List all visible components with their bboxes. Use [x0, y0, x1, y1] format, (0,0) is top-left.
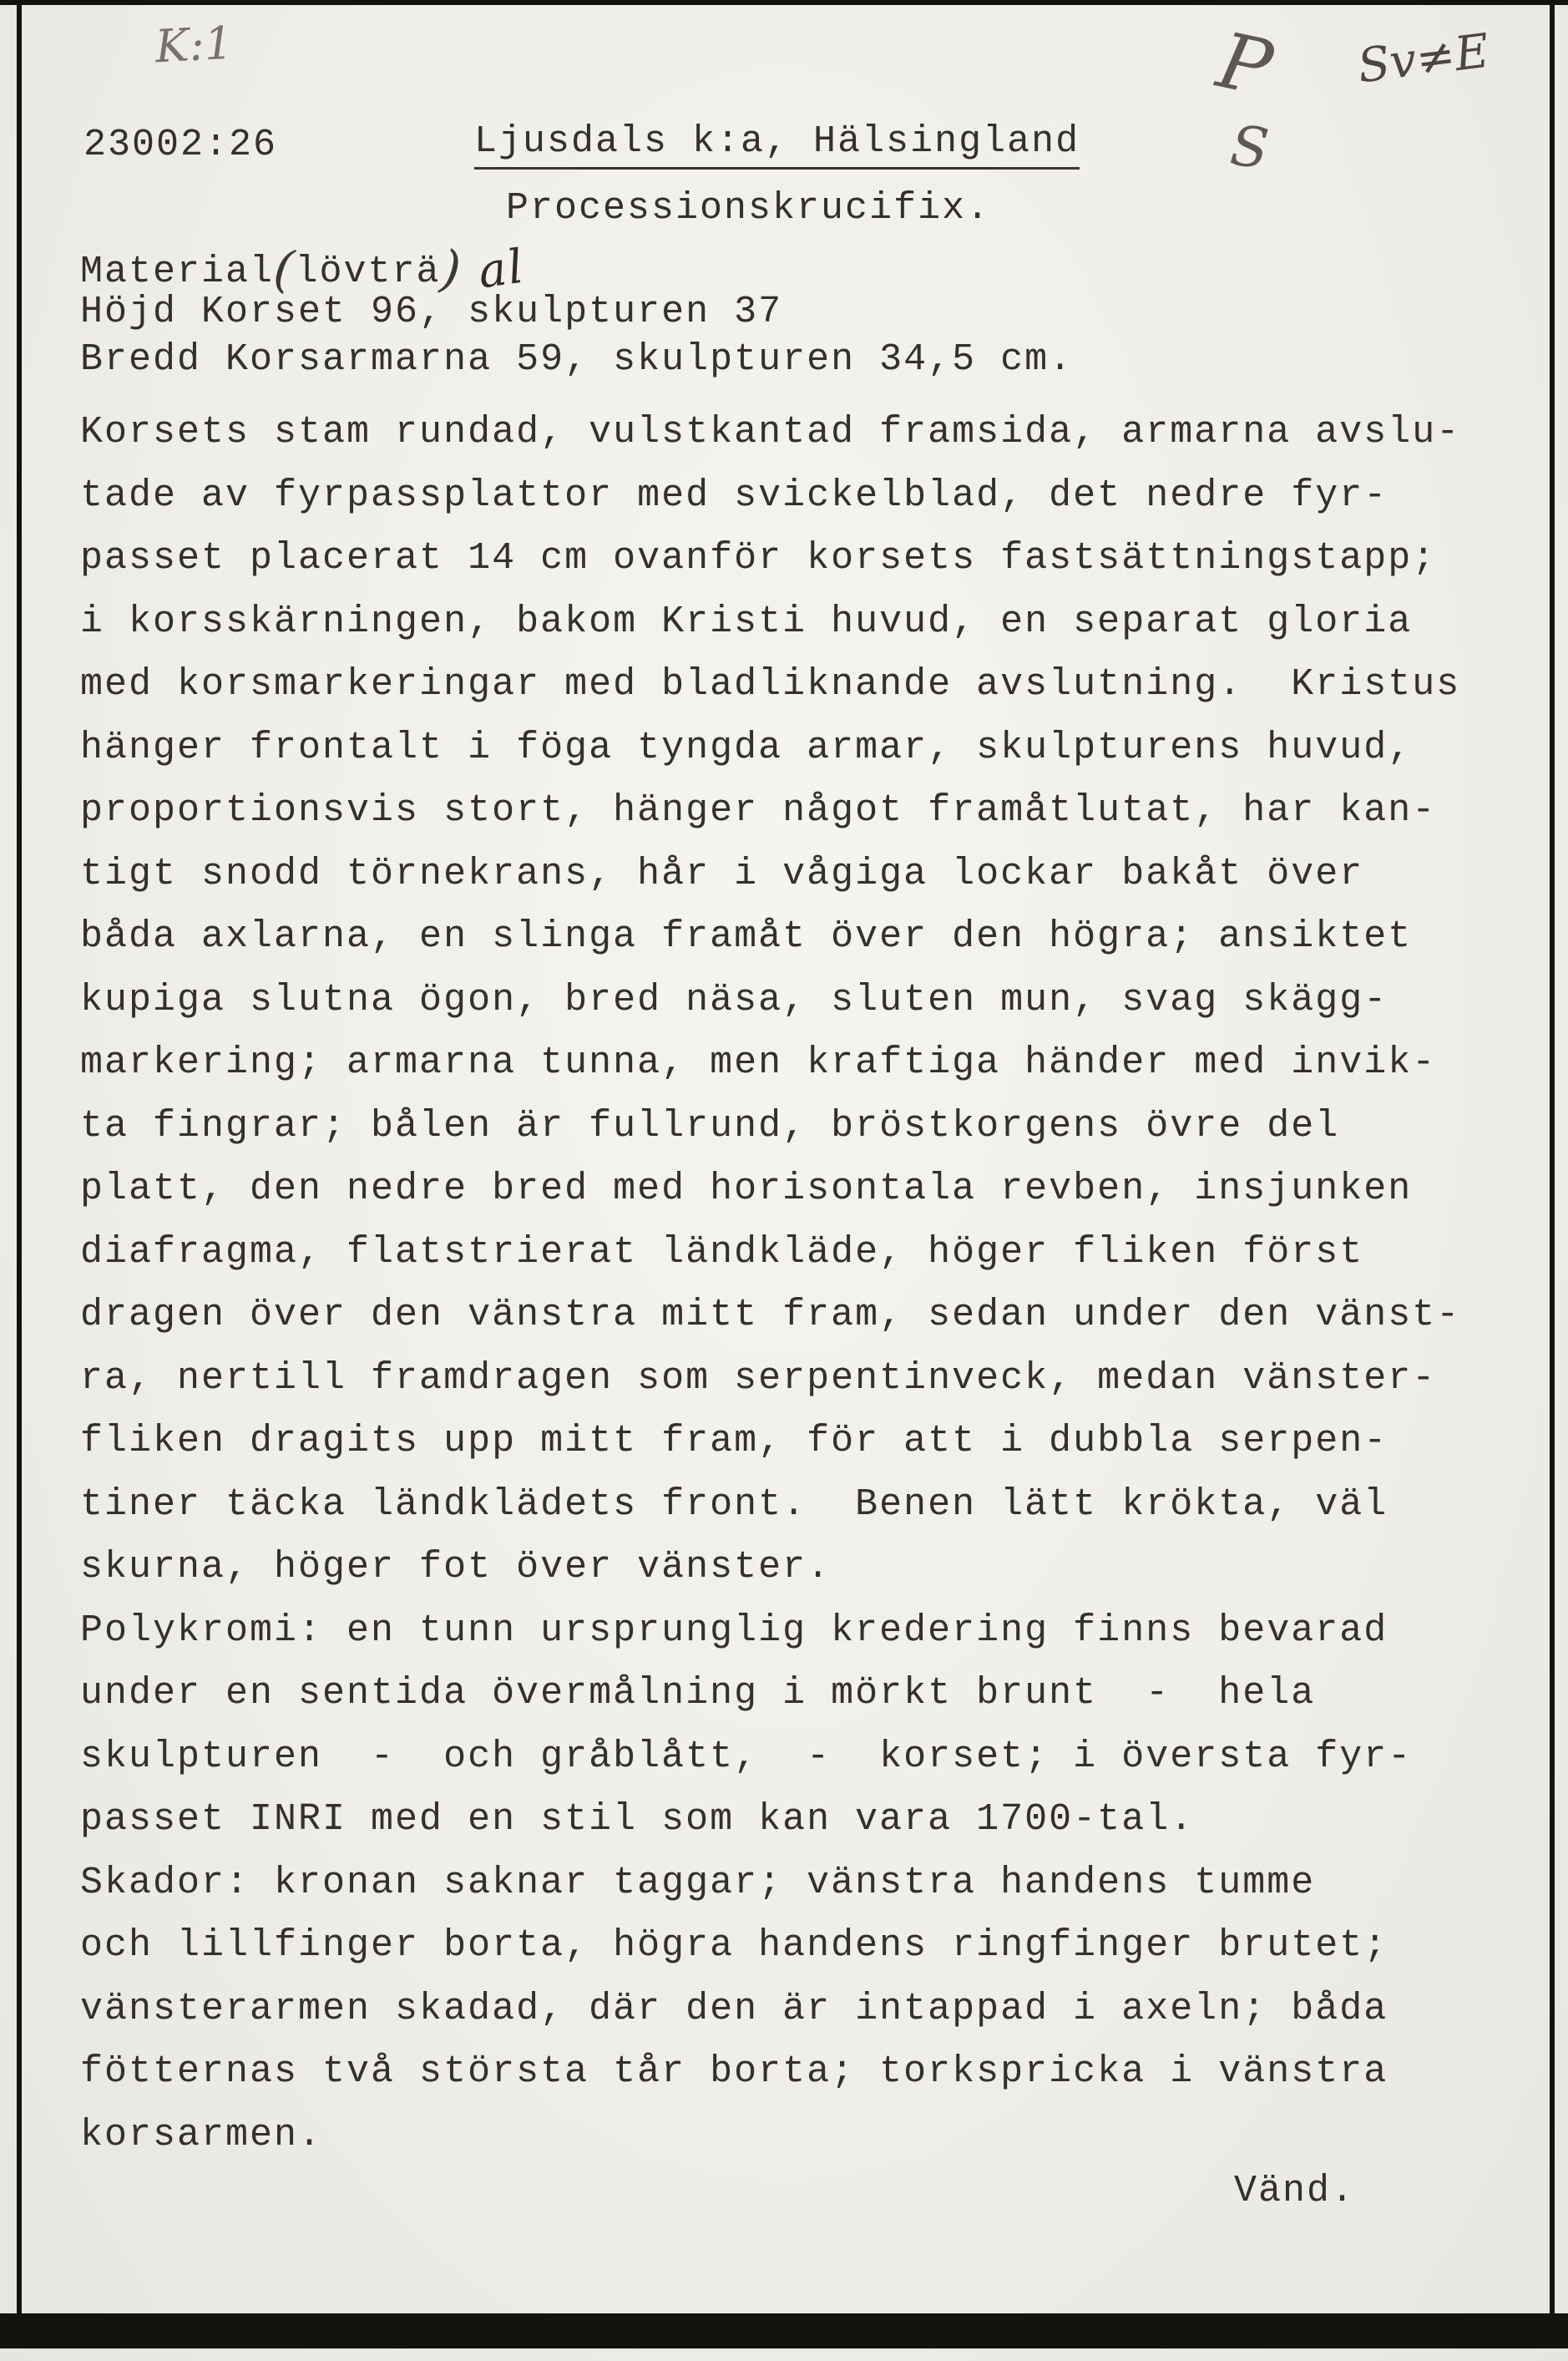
- document-subtitle: Processionskrucifix.: [506, 187, 991, 230]
- turn-over-note: Vänd.: [1234, 2170, 1356, 2212]
- handwritten-archive-mark: K:1: [154, 16, 235, 73]
- material-line: [80, 239, 529, 301]
- handwritten-material-note: al: [474, 239, 529, 300]
- description-text: Korsets stam rundad, vulstkantad framsida, armarna avslu- tade av fyrpassplattor med svickelblad, det nedre fyr- passet placerat 14 cm ovanför korsets fastsättningstapp; i korsskärningen, bakom Kristi huvud, en separat gloria med korsmarkeringar med bladliknande avslutning. Kristus hänger frontalt i föga tyngda armar, skulpturens huvud, proportionsvis stort, hänger något framåtlutat, har kan- tigt snodd törnekrans, hår i vågiga lockar bakåt över båda axlarna, en slinga framåt över den högra; ansiktet kupiga slutna ögon, bred näsa, sluten mun, svag skägg- markering; armarna tunna, men kraftiga händer med invik- ta fingrar; bålen är fullrund, bröstkorgens övre del platt, den nedre bred med horisontala revben, insjunken diafragma, flatstrierat ländkläde, höger fliken först dragen över den vänstra mitt fram, sedan under den vänst- ra, nertill framdragen som serpentinveck, medan vänster- fliken dragits upp mitt fram, för att i dubbla serpen- tiner täcka ländklädets front. Benen lätt krökta, väl skurna, höger fot över vänster. Polykromi: en tunn ursprunglig kredering finns bevarad under en sentida övermålning i mörkt brunt - hela skulpturen - och gråblått, - korset; i översta fyr- passet INRI med en stil som kan vara 1700-tal. Skador: kronan saknar taggar; vänstra handens tumme och lillfinger borta, högra handens ringfinger brutet; vänsterarmen skadad, där den är intappad i axeln; båda fötternas två största tår borta; torkspricka i vänstra korsarmen.: [80, 411, 1461, 2156]
- width-line: Bredd Korsarmarna 59, skulpturen 34,5 cm.: [80, 338, 1074, 381]
- handwritten-close-paren: ): [437, 239, 465, 301]
- scan-edge-top: [0, 0, 1568, 5]
- scan-edge-bottom: [0, 2313, 1568, 2348]
- handwritten-mark-p: P: [1210, 15, 1280, 114]
- document-title: Ljusdals k:a, Hälsingland: [474, 120, 1080, 170]
- material-label: Material: [80, 251, 275, 293]
- scan-edge-right: [1550, 0, 1555, 2322]
- reference-number: 23002:26: [83, 124, 278, 166]
- height-line: Höjd Korset 96, skulpturen 37: [80, 291, 783, 333]
- material-value: lövträ: [295, 251, 441, 293]
- handwritten-open-paren: (: [271, 239, 299, 301]
- handwritten-mark-s: S: [1227, 113, 1272, 182]
- handwritten-mark-sve: Sv≠E: [1354, 23, 1493, 94]
- scan-edge-left: [17, 0, 22, 2322]
